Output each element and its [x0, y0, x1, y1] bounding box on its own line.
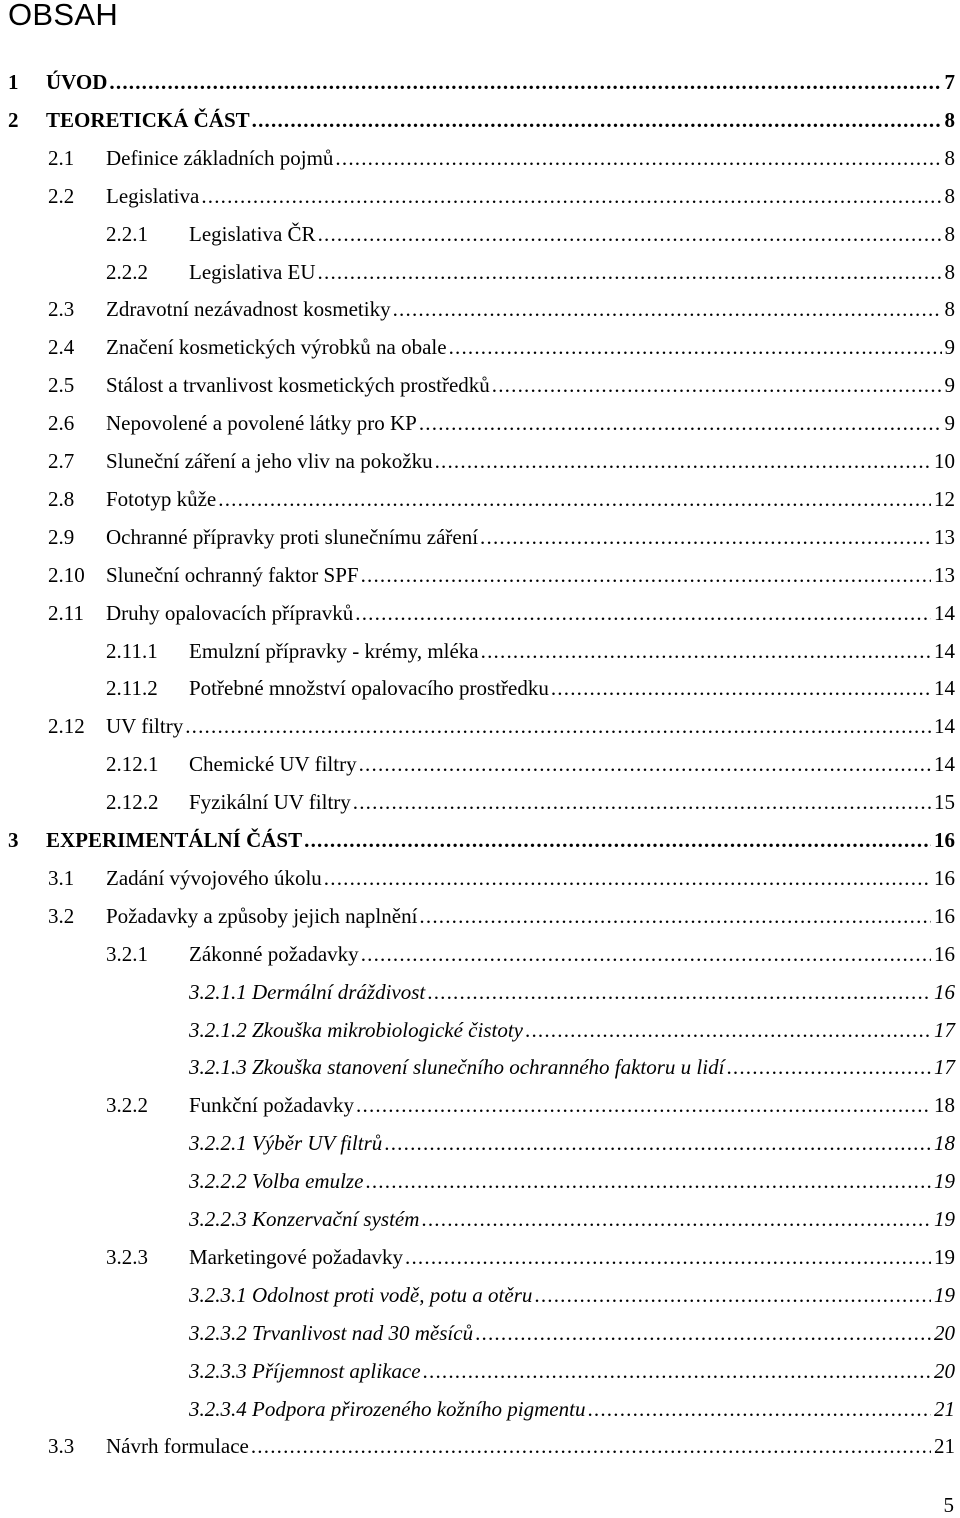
toc-entry-number: 2.10 — [48, 562, 85, 587]
toc-entry-title: 3.2.3.2 Trvanlivost nad 30 měsíců — [189, 1320, 474, 1345]
toc-entry-number: 2.4 — [48, 335, 75, 360]
toc-entry-number: 2.12.1 — [106, 752, 159, 777]
toc-dot-leader — [355, 601, 931, 626]
toc-entry-page: 19 — [934, 1169, 955, 1194]
toc-entry-page: 9 — [944, 335, 955, 360]
toc-entry-title: TEORETICKÁ ČÁST — [46, 107, 250, 132]
toc-entry-page: 14 — [934, 752, 955, 777]
toc-entry-title: 3.2.1.1 Dermální dráždivost — [189, 979, 426, 1004]
toc-entry-number: 2.12 — [48, 714, 85, 739]
toc-entry[interactable] — [106, 639, 955, 677]
toc-entry-page: 17 — [934, 1055, 955, 1080]
toc-entry-page: 8 — [944, 259, 955, 284]
toc-entry[interactable] — [106, 1093, 955, 1131]
toc-entry-number: 2.5 — [48, 373, 75, 398]
toc-dot-leader — [534, 1283, 931, 1308]
toc-entry-number: 3.3 — [48, 1434, 75, 1459]
toc-entry-title: Fyzikální UV filtry — [189, 790, 351, 815]
toc-entry-title: Emulzní přípravky - krémy, mléka — [189, 638, 479, 663]
toc-entry[interactable] — [189, 980, 955, 1018]
toc-entry-number: 1 — [8, 70, 19, 94]
toc-entry[interactable] — [48, 449, 955, 487]
toc-dot-leader — [324, 866, 931, 891]
toc-entry[interactable] — [48, 487, 955, 525]
toc-entry-title: Zdravotní nezávadnost kosmetiky — [106, 297, 391, 322]
toc-entry-page: 21 — [934, 1396, 955, 1421]
toc-dot-leader — [449, 335, 942, 360]
toc-entry-number: 2 — [8, 107, 19, 132]
toc-entry[interactable] — [189, 1321, 955, 1359]
toc-entry[interactable] — [189, 1055, 955, 1093]
toc-entry[interactable] — [48, 1434, 955, 1472]
toc-entry-title: Nepovolené a povolené látky pro KP — [106, 411, 417, 436]
toc-entry-title: 3.2.1.2 Zkouška mikrobiologické čistoty — [189, 1017, 523, 1042]
toc-entry-title: 3.2.2.2 Volba emulze — [189, 1169, 364, 1194]
toc-dot-leader — [353, 790, 931, 815]
toc-entry-number: 2.11.1 — [106, 638, 158, 663]
toc-entry-title: Zadání vývojového úkolu — [106, 865, 322, 890]
toc-entry-page: 18 — [934, 1131, 955, 1156]
toc-entry[interactable] — [189, 1169, 955, 1207]
toc-entry[interactable] — [106, 222, 955, 260]
toc-entry-number: 2.1 — [48, 145, 75, 170]
toc-entry-page: 19 — [934, 1244, 955, 1269]
toc-entry[interactable] — [189, 1283, 955, 1321]
toc-entry-number: 2.2.1 — [106, 221, 148, 246]
toc-entry-number: 2.6 — [48, 411, 75, 436]
toc-entry-page: 14 — [934, 714, 955, 739]
toc-dot-leader — [525, 1018, 931, 1043]
toc-entry[interactable] — [189, 1359, 955, 1397]
page-title: OBSAH — [8, 0, 119, 32]
toc-entry[interactable] — [106, 790, 955, 828]
toc-dot-leader — [335, 146, 941, 171]
toc-entry[interactable] — [106, 260, 955, 298]
toc-entry-title: 3.2.2.3 Konzervační systém — [189, 1207, 420, 1231]
toc-entry[interactable] — [48, 411, 955, 449]
toc-entry-number: 2.9 — [48, 524, 75, 549]
toc-entry-title: Požadavky a způsoby jejich naplnění — [106, 903, 418, 928]
toc-dot-leader — [427, 980, 931, 1005]
toc-entry-page: 21 — [934, 1434, 955, 1459]
toc-dot-leader — [185, 714, 931, 739]
toc-dot-leader — [423, 1359, 931, 1384]
toc-dot-leader — [359, 752, 931, 777]
toc-dot-leader — [480, 525, 931, 550]
toc-dot-leader — [365, 1169, 931, 1194]
toc-entry-title: Sluneční záření a jeho vliv na pokožku — [106, 449, 433, 473]
toc-entry-title: EXPERIMENTÁLNÍ ČÁST — [46, 828, 303, 852]
toc-entry-number: 2.2 — [48, 183, 75, 208]
toc-entry[interactable] — [189, 1207, 955, 1245]
toc-dot-leader — [492, 373, 942, 398]
toc-entry-title: Legislativa ČR — [189, 221, 316, 246]
toc-dot-leader — [435, 449, 931, 474]
toc-dot-leader — [726, 1055, 931, 1080]
toc-entry-title: UV filtry — [106, 714, 184, 739]
toc-entry-page: 14 — [934, 600, 955, 625]
toc-entry-title: Legislativa — [106, 183, 200, 208]
toc-entry-title: 3.2.3.3 Příjemnost aplikace — [189, 1358, 421, 1383]
toc-entry[interactable] — [48, 335, 955, 373]
toc-dot-leader — [201, 184, 941, 209]
toc-entry-page: 8 — [944, 107, 955, 132]
toc-entry[interactable] — [48, 184, 955, 222]
toc-dot-leader — [587, 1397, 931, 1422]
toc-entry[interactable] — [48, 904, 955, 942]
toc-entry-page: 12 — [934, 486, 955, 511]
toc-entry[interactable] — [189, 1397, 955, 1435]
toc-entry-number: 2.2.2 — [106, 259, 148, 284]
toc-entry[interactable] — [48, 563, 955, 601]
toc-dot-leader — [475, 1321, 931, 1346]
toc-entry[interactable] — [48, 297, 955, 335]
toc-entry[interactable] — [48, 866, 955, 904]
toc-dot-leader — [419, 904, 931, 929]
toc-entry-title: Fototyp kůže — [106, 486, 217, 511]
toc-entry-number: 2.8 — [48, 486, 75, 511]
toc-entry-number: 3.2.3 — [106, 1244, 148, 1269]
toc-dot-leader — [393, 297, 942, 322]
toc-entry[interactable] — [189, 1018, 955, 1056]
toc-entry-page: 13 — [934, 524, 955, 549]
toc-entry-title: Funkční požadavky — [189, 1093, 355, 1118]
toc-dot-leader — [384, 1131, 931, 1156]
toc-entry-title: Chemické UV filtry — [189, 752, 357, 777]
toc-entry-page: 17 — [934, 1017, 955, 1042]
toc-entry[interactable] — [189, 1131, 955, 1169]
toc-entry-title: Stálost a trvanlivost kosmetických prostředků — [106, 373, 490, 398]
toc-dot-leader — [109, 70, 941, 95]
toc-entry-title: Potřebné množství opalovacího prostředku — [189, 676, 549, 701]
toc-dot-leader — [481, 639, 931, 664]
toc-dot-leader — [419, 411, 942, 436]
toc-entry-page: 19 — [934, 1207, 955, 1231]
toc-entry[interactable] — [48, 373, 955, 411]
toc-entry-title: Legislativa EU — [189, 259, 316, 284]
toc-dot-leader — [318, 222, 942, 247]
toc-entry-page: 14 — [934, 676, 955, 701]
toc-entry-number: 2.3 — [48, 297, 75, 322]
toc-entry-page: 9 — [944, 411, 955, 436]
toc-entry-page: 10 — [934, 449, 955, 473]
toc-entry-title: Druhy opalovacích přípravků — [106, 600, 354, 625]
toc-entry-number: 3.1 — [48, 865, 75, 890]
toc-entry-title: 3.2.3.4 Podpora přirozeného kožního pigmentu — [189, 1396, 586, 1421]
toc-entry-page: 8 — [944, 183, 955, 208]
toc-entry-page: 8 — [944, 145, 955, 170]
toc-entry-page: 19 — [934, 1282, 955, 1307]
toc-entry-title: Značení kosmetických výrobků na obale — [106, 335, 447, 360]
toc-entry-page: 14 — [934, 638, 955, 663]
toc-entry[interactable] — [8, 108, 955, 146]
toc-entry-page: 7 — [944, 70, 955, 94]
toc-entry-page: 13 — [934, 562, 955, 587]
toc-entry-number: 3 — [8, 828, 19, 852]
toc-entry-page: 16 — [934, 865, 955, 890]
toc-entry-number: 2.12.2 — [106, 790, 159, 815]
toc-entry-title: Marketingové požadavky — [189, 1244, 404, 1269]
toc-entry-title: 3.2.2.1 Výběr UV filtrů — [189, 1131, 383, 1156]
toc-entry-number: 3.2.2 — [106, 1093, 148, 1118]
toc-dot-leader — [356, 1093, 931, 1118]
toc-entry-title: Definice základních pojmů — [106, 145, 334, 170]
toc-dot-leader — [304, 828, 931, 853]
toc-entry-title: Sluneční ochranný faktor SPF — [106, 562, 359, 587]
toc-dot-leader — [421, 1207, 931, 1232]
toc-entry-page: 16 — [934, 828, 955, 852]
toc-entry-number: 3.2.1 — [106, 941, 148, 966]
toc-dot-leader — [252, 108, 942, 133]
toc-entry-page: 16 — [934, 903, 955, 928]
toc-dot-leader — [361, 563, 931, 588]
toc-entry-page: 15 — [934, 790, 955, 815]
toc-entry-number: 3.2 — [48, 903, 75, 928]
toc-entry-title: 3.2.1.3 Zkouška stanovení slunečního ochranného faktoru u lidí — [189, 1055, 725, 1080]
toc-entry-title: ÚVOD — [46, 70, 108, 94]
toc-entry[interactable] — [48, 525, 955, 563]
toc-entry-page: 16 — [934, 979, 955, 1004]
toc-entry[interactable] — [106, 676, 955, 714]
toc-entry[interactable] — [106, 752, 955, 790]
toc-entry-page: 18 — [934, 1093, 955, 1118]
toc-entry[interactable] — [48, 146, 955, 184]
toc-entry-page: 8 — [944, 221, 955, 246]
toc-entry-page: 20 — [934, 1320, 955, 1345]
toc-dot-leader — [251, 1434, 931, 1459]
toc-dot-leader — [361, 942, 931, 967]
page-number: 5 — [943, 1493, 954, 1517]
toc-entry[interactable] — [106, 942, 955, 980]
toc-entry[interactable] — [48, 714, 955, 752]
toc-entry-title: 3.2.3.1 Odolnost proti vodě, potu a otěru — [189, 1282, 533, 1307]
toc-entry[interactable] — [48, 601, 955, 639]
toc-entry-page: 9 — [944, 373, 955, 398]
toc-entry-page: 20 — [934, 1358, 955, 1383]
toc-entry-title: Návrh formulace — [106, 1434, 249, 1459]
toc-entry[interactable] — [8, 70, 955, 108]
toc-entry[interactable] — [106, 1245, 955, 1283]
toc-entry-title: Zákonné požadavky — [189, 941, 359, 966]
toc-entry-page: 16 — [934, 941, 955, 966]
toc-entry-number: 2.7 — [48, 449, 75, 473]
toc-entry-title: Ochranné přípravky proti slunečnímu záření — [106, 524, 479, 549]
toc-entry-number: 2.11.2 — [106, 676, 158, 701]
toc-dot-leader — [318, 260, 942, 285]
toc-entry-page: 8 — [944, 297, 955, 322]
toc-dot-leader — [218, 487, 931, 512]
toc-dot-leader — [405, 1245, 931, 1270]
toc-entry[interactable] — [8, 828, 955, 866]
toc-dot-leader — [551, 676, 931, 701]
toc-entry-number: 2.11 — [48, 600, 84, 625]
